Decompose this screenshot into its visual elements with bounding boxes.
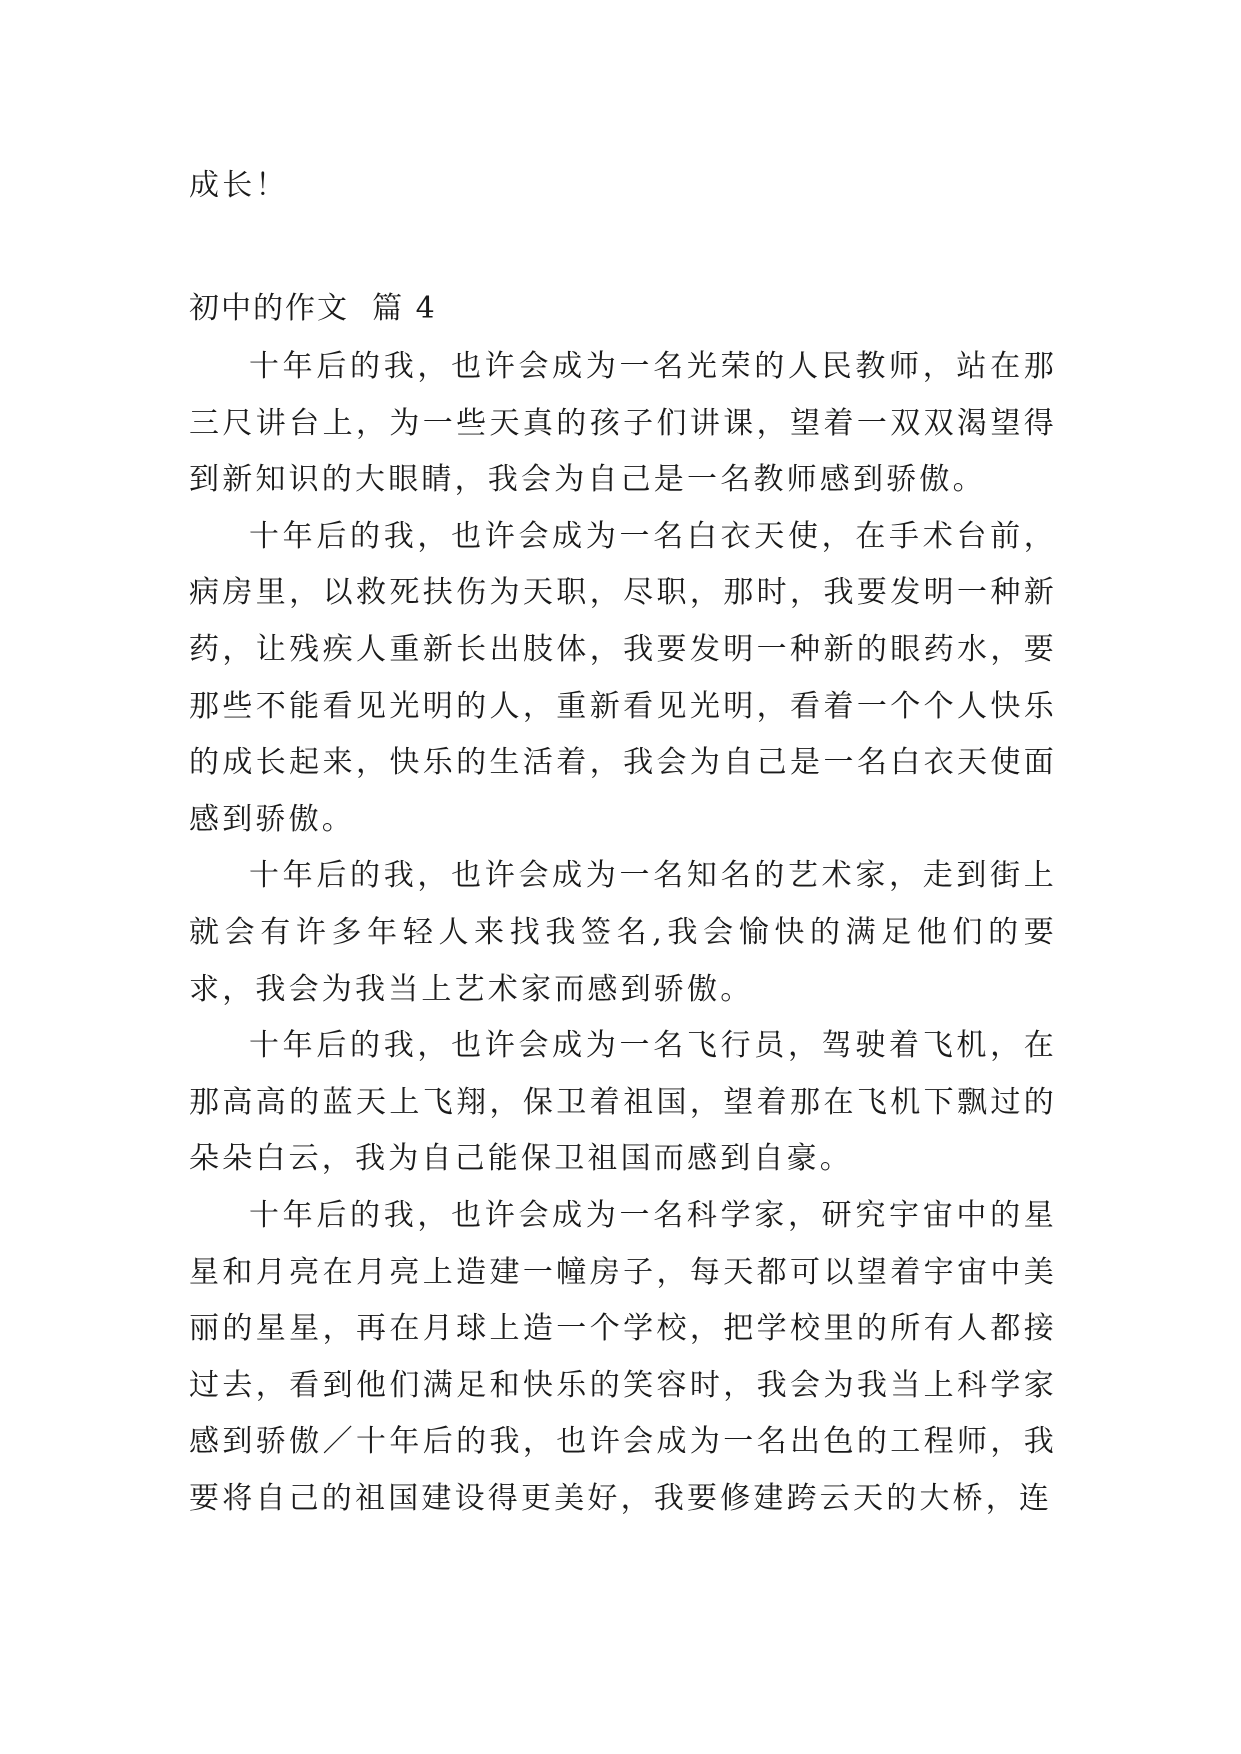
paragraph-artist: 十年后的我，也许会成为一名知名的艺术家，走到街上就会有许多年轻人来找我签名,我会愉快的满足他们的要求，我会为我当上艺术家而感到骄傲。 [189, 858, 1057, 1007]
paragraph-teacher: 十年后的我，也许会成为一名光荣的人民教师，站在那三尺讲台上，为一些天真的孩子们讲课，望着一双双渴望得到新知识的大眼睛，我会为自己是一名教师感到骄傲。 [189, 349, 1057, 498]
essay-body [189, 339, 1057, 1527]
previous-essay-ending: 成长！ [189, 168, 289, 203]
paragraph-pilot: 十年后的我，也许会成为一名飞行员，驾驶着飞机，在那高高的蓝天上飞翔，保卫着祖国，望着那在飞机下飘过的朵朵白云，我为自己能保卫祖国而感到自豪。 [189, 1028, 1057, 1177]
paragraph-scientist: 十年后的我，也许会成为一名科学家，研究宇宙中的星星和月亮在月亮上造建一幢房子，每天都可以望着宇宙中美丽的星星，再在月球上造一个学校，把学校里的所有人都接过去，看到他们满足和快乐的笑容时，我会为我当上科学家感到骄傲／十年后的我，也许会成为一名出色的工程师，我要将自己的祖国建设得更美好，我要修建跨云天的大桥，连 [189, 1197, 1057, 1516]
essay-title: 初中的作文 篇 4 [189, 291, 437, 326]
paragraph-doctor: 十年后的我，也许会成为一名白衣天使，在手术台前，病房里，以救死扶伤为天职，尽职，那时，我要发明一种新药，让残疾人重新长出肢体，我要发明一种新的眼药水，要那些不能看见光明的人，重新看见光明，看着一个个人快乐的成长起来，快乐的生活着，我会为自己是一名白衣天使面感到骄傲。 [189, 518, 1057, 837]
